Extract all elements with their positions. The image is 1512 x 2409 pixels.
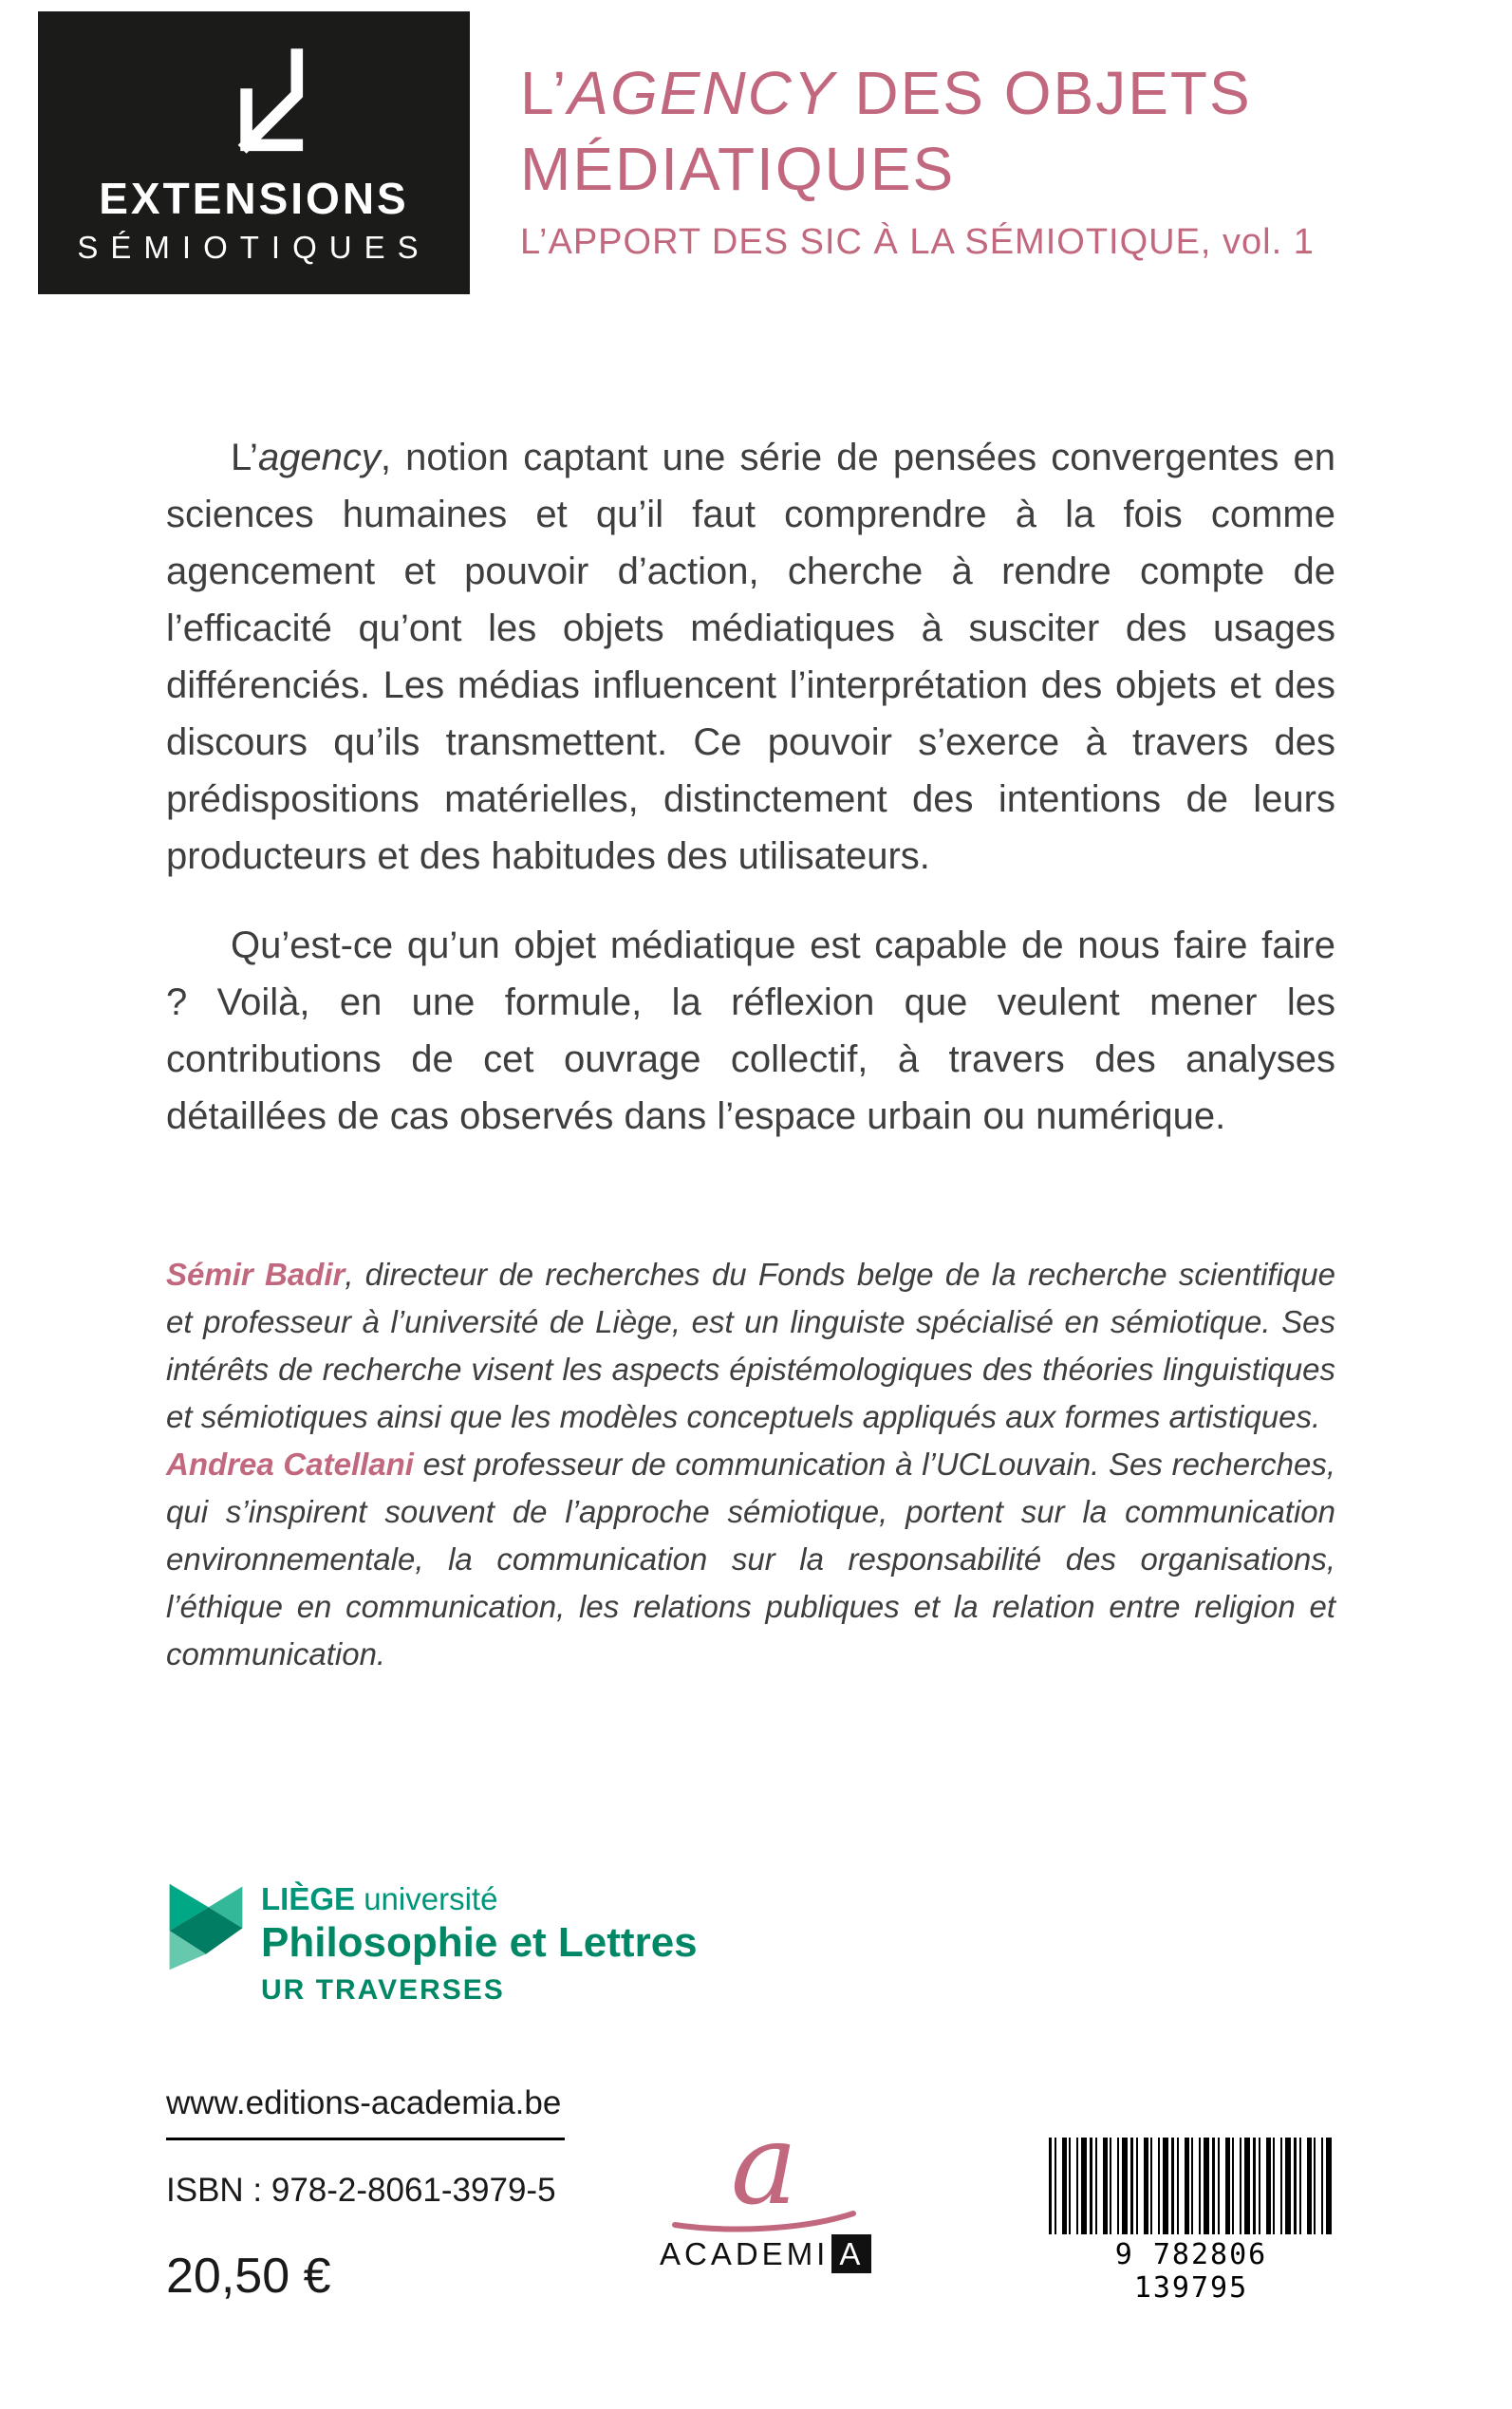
price: 20,50 €: [166, 2249, 331, 2304]
academia-wordmark-boxed: A: [831, 2234, 871, 2273]
collection-name-line1: EXTENSIONS: [99, 174, 409, 223]
book-subtitle: L’APPORT DES SIC À LA SÉMIOTIQUE, vol. 1: [520, 222, 1315, 262]
research-unit: UR TRAVERSES: [261, 1974, 505, 2006]
barcode: [1049, 2138, 1334, 2305]
academia-wordmark: [660, 2236, 868, 2272]
isbn: ISBN : 978-2-8061-3979-5: [166, 2172, 556, 2209]
synopsis: [166, 429, 1335, 1145]
title-prefix: L’: [520, 59, 569, 127]
divider-rule: [166, 2138, 565, 2140]
barcode-bars: [1049, 2138, 1334, 2234]
university-name-bold: LIÈGE: [261, 1881, 356, 1916]
barcode-number: 9 782806 139795: [1114, 2238, 1268, 2305]
academia-wordmark-main: ACADEMI: [660, 2236, 830, 2271]
academia-a-glyph: a: [730, 2099, 798, 2230]
faculty-name: Philosophie et Lettres: [261, 1919, 698, 1966]
author-bio-2: [166, 1441, 1335, 1678]
author-name-2: Andrea Catellani: [166, 1447, 414, 1482]
synopsis-paragraph-2: Qu’est-ce qu’un objet médiatique est capable de nous faire faire ? Voilà, en une formule, la réflexion que veulent mener les contributions de cet ouvrage collectif, à travers des analyses détaillées de cas observés dans l’espace urbain ou numérique.: [166, 924, 1335, 1137]
down-left-arrow-icon: [183, 36, 326, 169]
publisher-website: www.editions-academia.be: [166, 2084, 562, 2121]
title-italic-word: AGENCY: [568, 59, 836, 127]
university-text: [261, 1881, 698, 2007]
uliege-mark-icon: [166, 1881, 246, 1972]
author-name-1: Sémir Badir: [166, 1257, 345, 1292]
author-bio-1-text: , directeur de recherches du Fonds belge de la recherche scientifique et professeur à l’université de Liège, est un linguiste spécialisé en sémiotique. Ses intérêts de recherche visent les aspects épistémologiques des théories linguistiques et sémiotiques ainsi que les modèles conceptuels appliqués aux formes artistiques.: [166, 1257, 1335, 1434]
book-title-line2: MÉDIATIQUES: [520, 135, 956, 203]
p1-rest: , notion captant une série de pensées convergentes en sciences humaines et qu’il faut comprendre à la fois comme agencement et pouvoir d’action, cherche à rendre compte de l’efficacité qu’ont les objets médiatiques à susciter des usages différenciés. Les médias influencent l’interprétation des objets et des discours qu’ils transmettent. Ce pouvoir s’exerce à travers des prédispositions matérielles, distinctement des intentions de leurs producteurs et des habitudes des utilisateurs.: [166, 437, 1335, 877]
book-title-line1: [520, 55, 1315, 131]
collection-badge: [38, 11, 470, 294]
publisher-logo: [660, 2099, 868, 2272]
university-name: [261, 1881, 698, 1917]
title-block: [520, 55, 1315, 263]
title-suffix: DES OBJETS: [835, 59, 1252, 127]
author-bio-2-text: est professeur de communication à l’UCLouvain. Ses recherches, qui s’inspirent souvent de l’approche sémiotique, portent sur la communication environnementale, la communication sur la responsabilité des organisations, l’éthique en communication, les relations publiques et la relation entre religion et communication.: [166, 1447, 1335, 1671]
p1-lead: L’: [231, 437, 258, 478]
synopsis-paragraph-1: [166, 429, 1335, 885]
university-logo: [166, 1881, 698, 2007]
author-bios: [166, 1251, 1335, 1678]
author-bio-1: [166, 1251, 1335, 1441]
university-name-rest: université: [355, 1881, 498, 1916]
collection-name-line2: SÉMIOTIQUES: [77, 230, 431, 265]
p1-italic-word: agency: [257, 437, 381, 478]
